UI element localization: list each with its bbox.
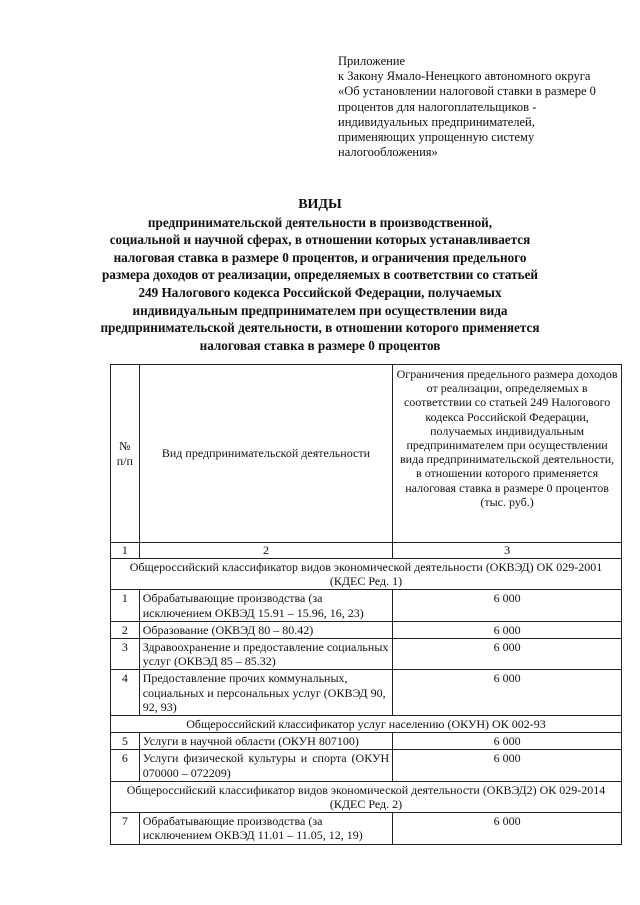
heading-line: социальной и научной сферах, в отношении которых устанавливается bbox=[109, 232, 531, 248]
row-activity: Здравоохранение и предоставление социальных услуг (ОКВЭД 85 – 85.32) bbox=[139, 639, 392, 670]
appendix-block bbox=[338, 54, 628, 160]
row-value: 6 000 bbox=[393, 639, 622, 670]
table-row bbox=[111, 590, 622, 621]
row-value: 6 000 bbox=[393, 813, 622, 844]
header-limit: Ограничения предельного размера доходов от реализации, определяемых в соответствии со статьей 249 Налогового кодекса Российской Федерации, получаемых индивидуальным предпринимателем при осуществлении вида предпринимательской деятельности, в отношении которого применяется налоговая ставка в размере 0 процентов (тыс. руб.) bbox=[393, 365, 622, 543]
column-number: 3 bbox=[393, 543, 622, 559]
section-row bbox=[111, 559, 622, 590]
row-number: 4 bbox=[111, 670, 140, 716]
row-value: 6 000 bbox=[393, 750, 622, 781]
row-number: 7 bbox=[111, 813, 140, 844]
row-number: 6 bbox=[111, 750, 140, 781]
appendix-line: Приложение bbox=[338, 54, 406, 68]
table-row bbox=[111, 733, 622, 750]
table-row bbox=[111, 639, 622, 670]
section-row bbox=[111, 781, 622, 812]
row-number: 3 bbox=[111, 639, 140, 670]
document-title: ВИДЫ bbox=[298, 197, 342, 212]
heading-line: предпринимательской деятельности в производственной, bbox=[147, 214, 493, 230]
activities-table bbox=[110, 364, 622, 845]
table-row bbox=[111, 813, 622, 844]
table-row bbox=[111, 750, 622, 781]
row-activity: Обрабатывающие производства (за исключением ОКВЭД 11.01 – 11.05, 12, 19) bbox=[139, 813, 392, 844]
appendix-line: процентов для налогоплательщиков - bbox=[338, 99, 537, 114]
appendix-line: «Об установлении налоговой ставки в размере 0 bbox=[338, 84, 596, 99]
header-activity: Вид предпринимательской деятельности bbox=[139, 365, 392, 543]
row-activity: Обрабатывающие производства (за исключением ОКВЭД 15.91 – 15.96, 16, 23) bbox=[139, 590, 392, 621]
row-number: 2 bbox=[111, 621, 140, 638]
appendix-line: к Закону Ямало-Ненецкого автономного округа bbox=[338, 69, 591, 84]
row-activity: Предоставление прочих коммунальных, социальных и персональных услуг (ОКВЭД 90, 92, 93) bbox=[139, 670, 392, 716]
heading-line: предпринимательской деятельности, в отношении которого применяется bbox=[100, 320, 540, 336]
row-value: 6 000 bbox=[393, 670, 622, 716]
row-number: 5 bbox=[111, 733, 140, 750]
appendix-line: применяющих упрощенную систему bbox=[338, 130, 535, 145]
row-activity: Услуги физической культуры и спорта (ОКУН 070000 – 072209) bbox=[139, 750, 392, 781]
heading-line: размера доходов от реализации, определяемых в соответствии со статьей bbox=[101, 267, 539, 283]
row-activity: Услуги в научной области (ОКУН 807100) bbox=[139, 733, 392, 750]
table-row bbox=[111, 670, 622, 716]
row-value: 6 000 bbox=[393, 621, 622, 638]
section-title: Общероссийский классификатор видов экономической деятельности (ОКВЭД2) ОК 029-2014 (КДЕС Ред. 2) bbox=[111, 781, 622, 812]
section-row bbox=[111, 716, 622, 733]
heading-line: налоговая ставка в размере 0 процентов bbox=[199, 337, 441, 353]
column-number-row bbox=[111, 543, 622, 559]
heading-line: 249 Налогового кодекса Российской Федерации, получаемых bbox=[138, 284, 502, 300]
column-number: 1 bbox=[111, 543, 140, 559]
header-number: № п/п bbox=[111, 365, 140, 543]
table-header-row bbox=[111, 365, 622, 543]
section-title: Общероссийский классификатор услуг населению (ОКУН) ОК 002-93 bbox=[111, 716, 622, 733]
column-number: 2 bbox=[139, 543, 392, 559]
row-activity: Образование (ОКВЭД 80 – 80.42) bbox=[139, 621, 392, 638]
appendix-line: налогообложения» bbox=[338, 145, 438, 160]
section-title: Общероссийский классификатор видов экономической деятельности (ОКВЭД) ОК 029-2001 (КДЕС Ред. 1) bbox=[111, 559, 622, 590]
row-value: 6 000 bbox=[393, 590, 622, 621]
appendix-line: индивидуальных предпринимателей, bbox=[338, 114, 535, 129]
row-value: 6 000 bbox=[393, 733, 622, 750]
heading-line: налоговая ставка в размере 0 процентов, и ограничения предельного bbox=[113, 249, 527, 265]
table-row bbox=[111, 621, 622, 638]
row-number: 1 bbox=[111, 590, 140, 621]
heading-line: индивидуальным предпринимателем при осуществлении вида bbox=[132, 302, 508, 318]
document-heading bbox=[95, 196, 545, 354]
